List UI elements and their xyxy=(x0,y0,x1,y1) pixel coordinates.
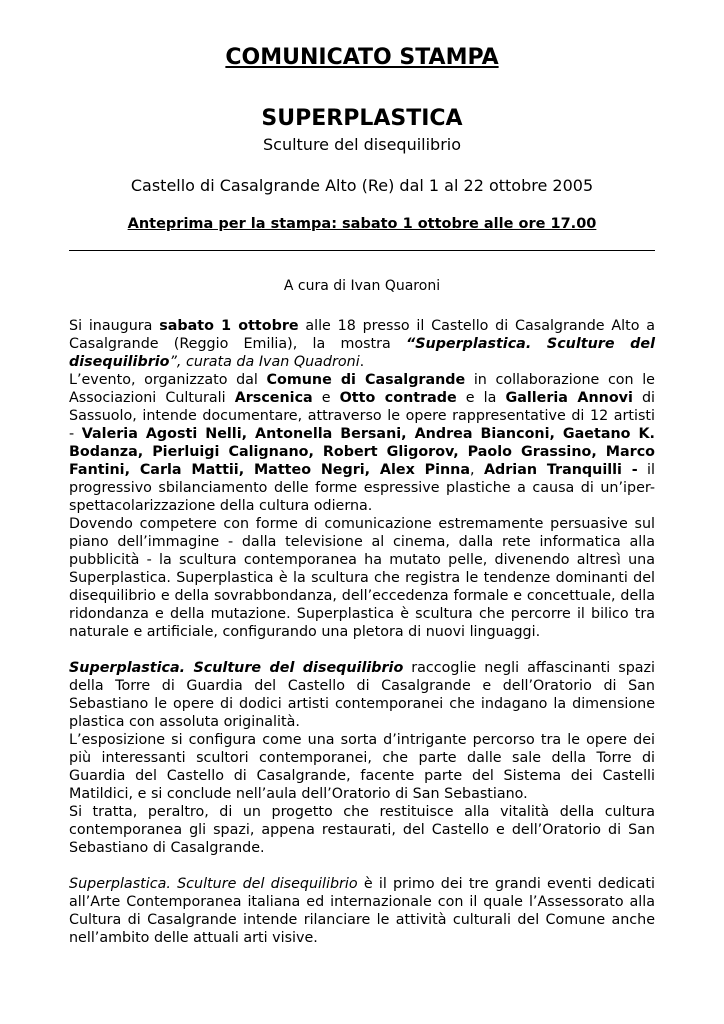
press-preview: Anteprima per la stampa: sabato 1 ottobre alle ore 17.00 xyxy=(127,216,597,232)
venue-dates: Castello di Casalgrande Alto (Re) dal 1 al 22 ottobre 2005 xyxy=(130,176,594,195)
paragraph-events: Superplastica. Sculture del disequilibrio è il primo dei tre grandi eventi dedicati all’Arte Contemporanea italiana ed internazionale con il quale l’Assessorato alla Cultura di Casalgrande intende rilanciare le attività culturali del Comune anche nell’ambito delle attuali arti visive. xyxy=(69,876,655,946)
body-text xyxy=(69,317,655,947)
divider-line xyxy=(69,250,655,251)
paragraph-superplastica: Dovendo competere con forme di comunicazione estremamente persuasive sul piano dell’immagine - dalla televisione al cinema, dalla rete informatica alla pubblicità - la scultura contemporanea ha mutato pelle, divenendo altresì una Superplastica. Superplastica è la scultura che registra le tendenze dominanti del disequilibrio e della sovrabbondanza, dell’eccedenza formale e concettuale, della ridondanza e della mutazione. Superplastica è scultura che percorre il bilico tra naturale e artificiale, configurando una pletora di nuovi linguaggi. xyxy=(69,516,655,640)
exhibition-subtitle: Sculture del disequilibrio xyxy=(262,135,462,154)
press-release-heading: COMUNICATO STAMPA xyxy=(225,45,499,70)
paragraph-organizers: L’evento, organizzato dal Comune di Casalgrande in collaborazione con le Associazioni Culturali Arscenica e Otto contrade e la Galleria Annovi di Sassuolo, intende documentare, attraverso le opere rappresentative di 12 artisti - Valeria Agosti Nelli, Antonella Bersani, Andrea Bianconi, Gaetano K. Bodanza, Pierluigi Calignano, Robert Gligorov, Paolo Grassino, Marco Fantini, Carla Mattii, Matteo Negri, Alex Pinna, Adrian Tranquilli - il progressivo sbilanciamento delle forme espressive plastiche a causa di un’iper-spettacolarizzazione della cultura odierna. xyxy=(69,372,656,514)
paragraph-exhibition-path: L’esposizione si configura come una sorta d’intrigante percorso tra le opere dei più interessanti scultori contemporanei, che parte dalle sale della Torre di Guardia del Castello di Casalgrande, facente parte del Sistema dei Castelli Matildici, e si conclude nell’aula dell’Oratorio di San Sebastiano. xyxy=(69,732,655,802)
paragraph-spaces: Superplastica. Sculture del disequilibrio raccoglie negli affascinanti spazi della Torre di Guardia del Castello di Casalgrande e dell’Oratorio di San Sebastiano le opere di dodici artisti contemporanei che indagano la dimensione plastica con assoluta originalità. xyxy=(69,660,656,730)
curator-line: A cura di Ivan Quaroni xyxy=(283,278,441,294)
paragraph-project: Si tratta, peraltro, di un progetto che restituisce alla vitalità della cultura contemporanea gli spazi, appena restaurati, del Castello e dell’Oratorio di San Sebastiano di Casalgrande. xyxy=(69,804,655,856)
paragraph-inauguration: Si inaugura sabato 1 ottobre alle 18 presso il Castello di Casalgrande Alto a Casalgrande (Reggio Emilia), la mostra “Superplastica. Sculture del disequilibrio”, curata da Ivan Quadroni. xyxy=(69,318,655,370)
exhibition-title: SUPERPLASTICA xyxy=(261,106,463,131)
